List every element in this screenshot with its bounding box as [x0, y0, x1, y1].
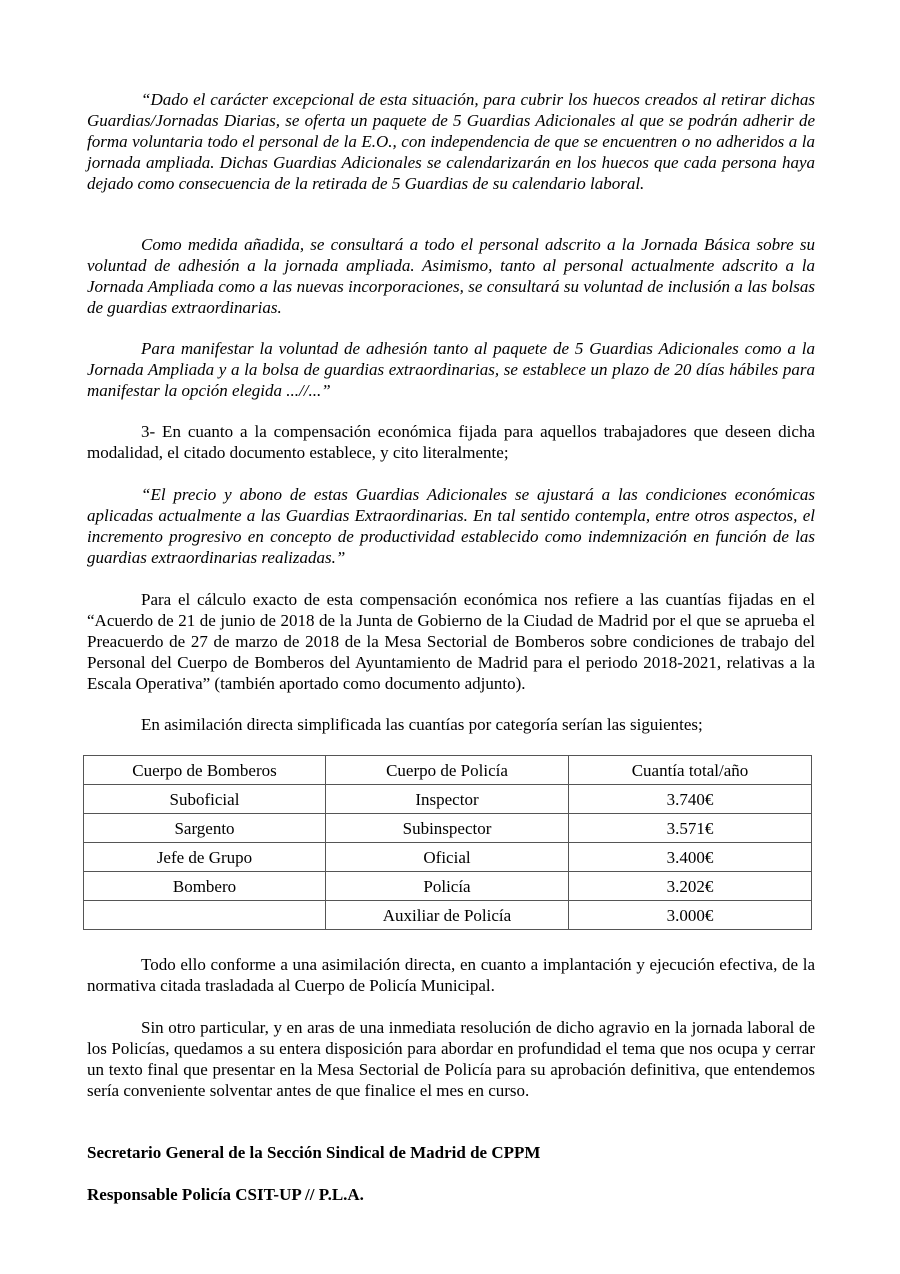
cell-cuantia: 3.400€: [569, 843, 812, 872]
quote-paragraph-price: “El precio y abono de estas Guardias Adicionales se ajustará a las condiciones económicas aplicadas actualmente a las Guardias Extraordinarias. En tal sentido contempla, entre otros aspectos, el incremento progresivo en concepto de productividad establecido como indemnización en función de las guardias extraordinarias realizadas.”: [87, 485, 815, 567]
paragraph-compensation: 3- En cuanto a la compensación económica fijada para aquellos trabajadores que deseen dicha modalidad, el citado documento establece, y cito literalmente;: [87, 422, 815, 462]
cell-policia: Oficial: [326, 843, 569, 872]
signature-line-2: Responsable Policía CSIT-UP // P.L.A.: [87, 1185, 364, 1204]
cell-bomberos: Suboficial: [84, 785, 326, 814]
paragraph-assimilation: Todo ello conforme a una asimilación directa, en cuanto a implantación y ejecución efectiva, de la normativa citada trasladada al Cuerpo de Policía Municipal.: [87, 955, 815, 995]
quote-paragraph-1: “Dado el carácter excepcional de esta situación, para cubrir los huecos creados al retirar dichas Guardias/Jornadas Diarias, se oferta un paquete de 5 Guardias Adicionales al que se podrán adherir de forma voluntaria todo el personal de la E.O., con independencia de que se encuentren o no adheridos a la jornada ampliada. Dichas Guardias Adicionales se calendarizarán en los huecos que cada persona haya dejado como consecuencia de la retirada de 5 Guardias de su calendario laboral.: [87, 90, 815, 193]
cell-policia: Policía: [326, 872, 569, 901]
cell-cuantia: 3.571€: [569, 814, 812, 843]
quote-paragraph-2: Como medida añadida, se consultará a todo el personal adscrito a la Jornada Básica sobre su voluntad de adhesión a la jornada ampliada. Asimismo, tanto al personal actualmente adscrito a la Jornada Ampliada como a las nuevas incorporaciones, se consultará su voluntad de inclusión a las bolsas de guardias extraordinarias.: [87, 235, 815, 317]
cell-policia: Inspector: [326, 785, 569, 814]
table-header-row: [84, 756, 812, 785]
cell-cuantia: 3.000€: [569, 901, 812, 930]
cell-policia: Auxiliar de Policía: [326, 901, 569, 930]
table-row: [84, 872, 812, 901]
paragraph-closing: Sin otro particular, y en aras de una inmediata resolución de dicho agravio en la jornada laboral de los Policías, quedamos a su entera disposición para abordar en profundidad el tema que nos ocupa y cerrar un texto final que presentar en la Mesa Sectorial de Policía para su aprobación definitiva, que entendemos sería conveniente solventar antes de que finalice el mes en curso.: [87, 1018, 815, 1100]
cell-bomberos: [84, 901, 326, 930]
table-row: [84, 843, 812, 872]
table-row: [84, 901, 812, 930]
paragraph-calculation: Para el cálculo exacto de esta compensación económica nos refiere a las cuantías fijadas en el “Acuerdo de 21 de junio de 2018 de la Junta de Gobierno de la Ciudad de Madrid por el que se aprueba el Preacuerdo de 27 de marzo de 2018 de la Mesa Sectorial de Bomberos sobre condiciones de trabajo del Personal del Cuerpo de Bomberos del Ayuntamiento de Madrid para el periodo 2018-2021, relativas a la Escala Operativa” (también aportado como documento adjunto).: [87, 590, 815, 693]
cell-bomberos: Bombero: [84, 872, 326, 901]
cell-bomberos: Jefe de Grupo: [84, 843, 326, 872]
header-cuantia: Cuantía total/año: [569, 756, 812, 785]
table-row: [84, 814, 812, 843]
header-policia: Cuerpo de Policía: [326, 756, 569, 785]
quote-paragraph-3: Para manifestar la voluntad de adhesión tanto al paquete de 5 Guardias Adicionales como a la Jornada Ampliada y a la bolsa de guardias extraordinarias, se establece un plazo de 20 días hábiles para manifestar la opción elegida ...//...”: [87, 339, 815, 400]
cell-bomberos: Sargento: [84, 814, 326, 843]
signature-line-1: Secretario General de la Sección Sindical de Madrid de CPPM: [87, 1143, 541, 1162]
cell-policia: Subinspector: [326, 814, 569, 843]
compensation-table: [83, 755, 812, 930]
paragraph-table-intro: En asimilación directa simplificada las cuantías por categoría serían las siguientes;: [141, 715, 703, 734]
header-bomberos: Cuerpo de Bomberos: [84, 756, 326, 785]
cell-cuantia: 3.202€: [569, 872, 812, 901]
table-row: [84, 785, 812, 814]
cell-cuantia: 3.740€: [569, 785, 812, 814]
